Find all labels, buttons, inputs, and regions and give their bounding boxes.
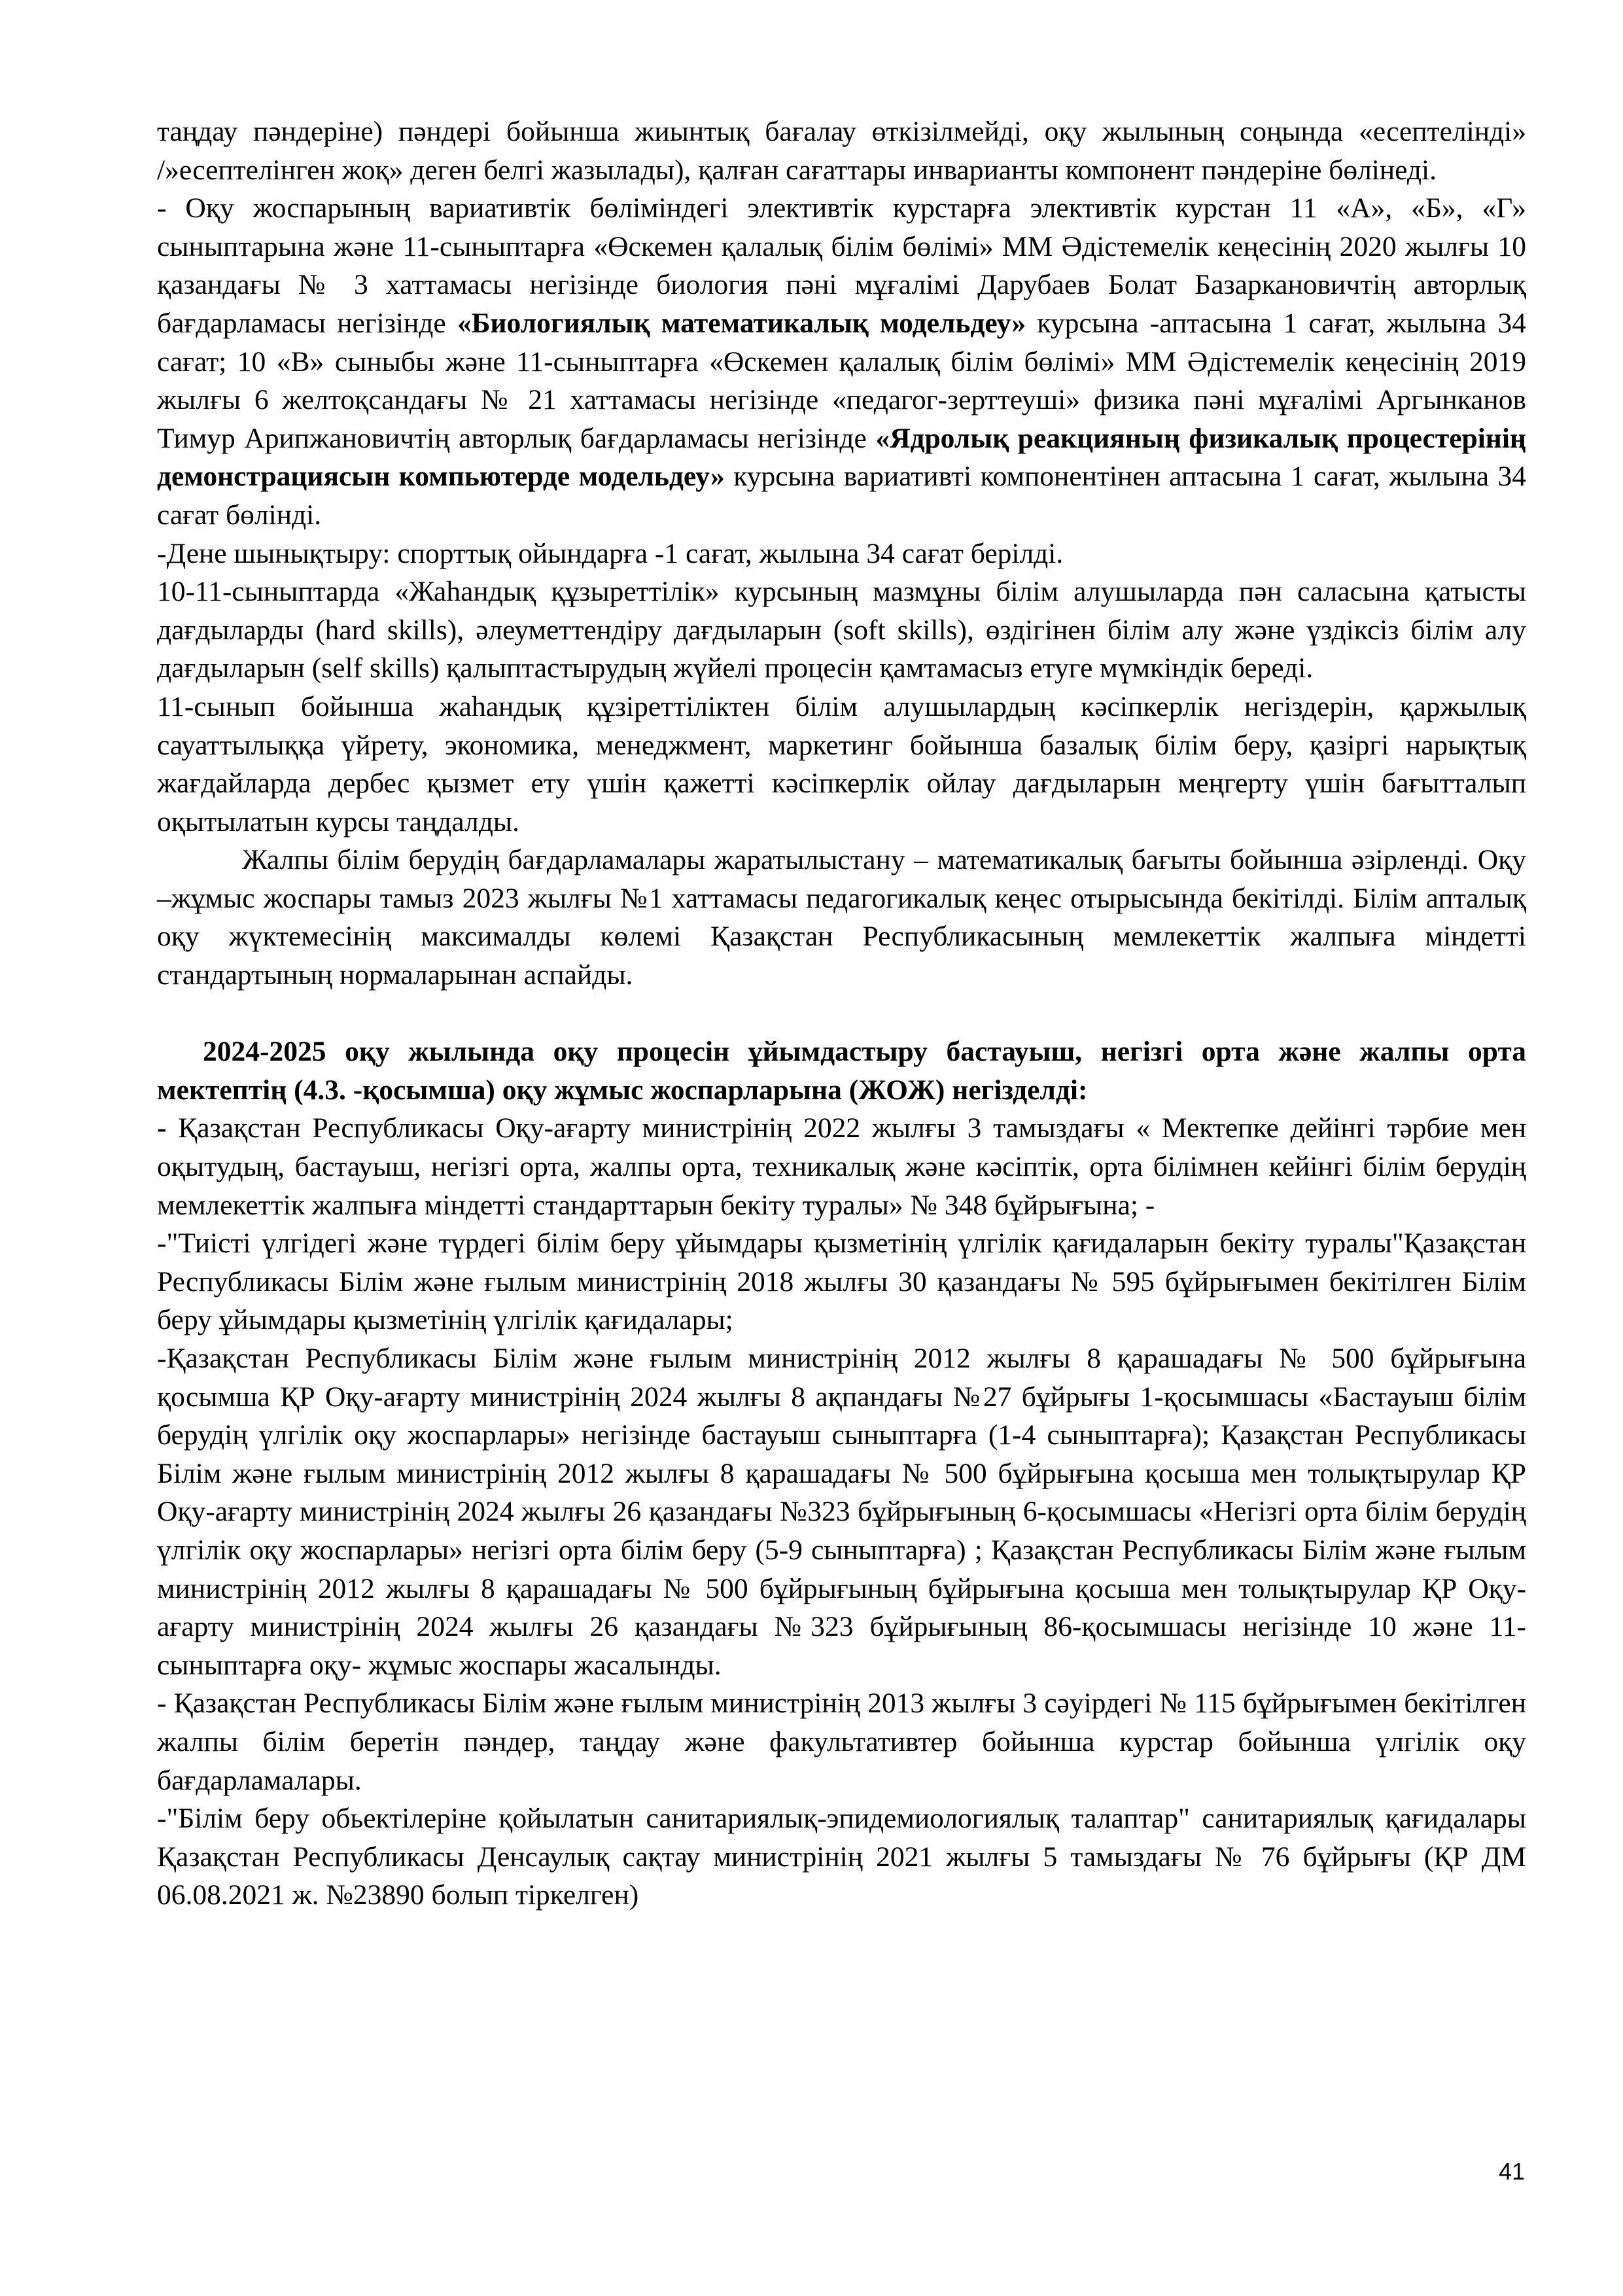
course-title-biological-modelling: «Биологиялық математикалық модельдеу» — [457, 307, 1026, 339]
paragraph-model-programs: - Қазақстан Республикасы Білім және ғылым министрінің 2013 жылғы 3 сәуірдегі № 115 бұйрығымен бекітілген жалпы білім беретін пәндер, таңдау және факультативтер бойынша курстар бойынша үлгілік оқу бағдарламалары. — [157, 1687, 1526, 1796]
paragraph-assessment-note: таңдау пәндеріне) пәндері бойынша жиынтық бағалау өткізілмейді, оқу жылының соңында «есептелінді» /»есептелінген жоқ» деген белгі жазылады), қалған сағаттары инварианты компонент пәндеріне бөлінеді. — [157, 116, 1526, 186]
paragraph-spacer — [157, 995, 1526, 1033]
standards-order-text: Қазақстан Республикасы Оқу-ағарту министрінің 2022 жылғы 3 тамыздағы « Мектепке дейінгі тәрбие мен оқытудың, бастауыш, негізгі орта, жалпы орта, техникалық және кәсіптік, орта білімнен кейінгі білім берудің мемлекеттік жалпыға міндетті стандарттарын бекіту туралы» № 348 бұйрығына; - — [157, 1112, 1526, 1221]
paragraph-global-competence: 10-11-сыныптарда «Жаһандық құзыреттілік» курсының мазмұны білім алушыларда пән саласына қатысты дағдыларды (hard skills), әлеуметтендіру дағдыларын (soft skills), өздігінен білім алу және үздіксіз білім алу дағдыларын (self skills) қалыптастырудың жүйелі процесін қамтамасыз етуге мүмкіндік береді. — [157, 576, 1526, 684]
paragraph-grade-11-course: 11-сынып бойынша жаһандық құзіреттіліктен білім алушылардың кәсіпкерлік негіздерін, қаржылық сауаттылыққа үйрету, экономика, менеджмент, маркетинг бойынша базалық білім беру, қазіргі нарықтық жағдайларда дербес қызмет ету үшін қажетті кәсіпкерлік ойлау дағдыларын меңгерту үшін бағытталып оқытылатын курсы таңдалды. — [157, 690, 1526, 838]
paragraph-physical-education: -Дене шынықтыру: спорттық ойындарға -1 сағат, жылына 34 сағат берілді. — [157, 537, 1064, 569]
section-title: 2024-2025 оқу жылында оқу процесін ұйымдастыру бастауыш, негізгі орта және жалпы орта мектептің (4.3. -қосымша) оқу жұмыс жоспарларына (ЖОЖ) негізделді: — [157, 1036, 1526, 1106]
course-title-nuclear-reactions: «Ядролық реакцияның физикалық процестерінің демонстрациясын компьютерде модельдеу» — [157, 422, 1526, 493]
paragraph-sanitary-rules: -"Білім беру обьектілеріне қойылатын санитариялық-эпидемиологиялық талаптар" санитариялық қағидалары Қазақстан Республикасы Денсаулық сақтау министрінің 2021 жылғы 5 тамыздағы № 76 бұйрығы (ҚР ДМ 06.08.2021 ж. №23890 болып тіркелген) — [157, 1803, 1526, 1911]
list-dash: - — [157, 1112, 167, 1144]
elective-text-1: - Оқу жоспарының вариативтік бөліміндегі элективтік курстарға элективтік курстан 11 «А», «Б», «Г» сыныптарына және 11-сыныптарға «Өскемен қалалық білім бөлімі» ММ Әдістемелік кеңесінің 2020 жылғы 10 қазандағы № 3 хаттамасы негізінде биология пәні мұғалімі Дарубаев Болат Базаркановичтің авторлық бағдарламасы негізінде — [157, 192, 1526, 339]
paragraph-model-rules: -"Тиісті үлгідегі және түрдегі білім беру ұйымдары қызметінің үлгілік қағидаларын бекіту туралы"Қазақстан Республикасы Білім және ғылым министрінің 2018 жылғы 30 қазандағы № 595 бұйрығымен бекітілген Білім беру ұйымдары қызметінің үлгілік қағидалары; — [157, 1227, 1526, 1336]
document-body — [157, 113, 1526, 1915]
page-number: 41 — [1498, 2158, 1525, 2185]
paragraph-elective-courses — [157, 189, 1526, 534]
elective-text-3: курсына вариативті компонентінен аптасына 1 сағат, жылына 34 сағат бөлінді. — [157, 461, 1526, 531]
paragraph-standards-order — [157, 1109, 1526, 1224]
paragraph-curricula-orders: -Қазақстан Республикасы Білім және ғылым министрінің 2012 жылғы 8 қарашадағы № 500 бұйрығына қосымша ҚР Оқу-ағарту министрінің 2024 жылғы 8 ақпандағы №27 бұйрығы 1-қосымшасы «Бастауыш білім берудің үлгілік оқу жоспарлары» негізінде бастауыш сыныптарға (1-4 сыныптарға); Қазақстан Республикасы Білім және ғылым министрінің 2012 жылғы 8 қарашадағы № 500 бұйрығына қосыша мен толықтырулар ҚР Оқу-ағарту министрінің 2024 жылғы 26 қазандағы №323 бұйрығының 6-қосымшасы «Негізгі орта білім берудің үлгілік оқу жоспарлары» негізгі орта білім беру (5-9 сыныптарға) ; Қазақстан Республикасы Білім және ғылым министрінің 2012 жылғы 8 қарашадағы № 500 бұйрығының бұйрығына қосыша мен толықтырулар ҚР Оқу-ағарту министрінің 2024 жылғы 26 қазандағы №323 бұйрығының 86-қосымшасы негізінде 10 және 11-сыныптарға оқу- жұмыс жоспары жасалынды. — [157, 1343, 1526, 1681]
elective-text-2: курсына -аптасына 1 сағат, жылына 34 сағат; 10 «В» сыныбы және 11-сыныптарға «Өскемен қалалық білім бөлімі» ММ Әдістемелік кеңесінің 2019 жылғы 6 желтоқсандағы № 21 хаттамасы негізінде «педагог-зерттеуші» физика пәні мұғалімі Аргынканов Тимур Арипжановичтің авторлық бағдарламасы негізінде — [157, 307, 1526, 454]
paragraph-general-programs: Жалпы білім берудің бағдарламалары жаратылыстану – математикалық бағыты бойынша әзірленді. Оқу –жұмыс жоспары тамыз 2023 жылғы №1 хаттамасы педагогикалық кеңес отырысында бекітілді. Білім апталық оқу жүктемесінің максималды көлемі Қазақстан Республикасының мемлекеттік жалпыға міндетті стандартының нормаларынан аспайды. — [157, 844, 1526, 991]
